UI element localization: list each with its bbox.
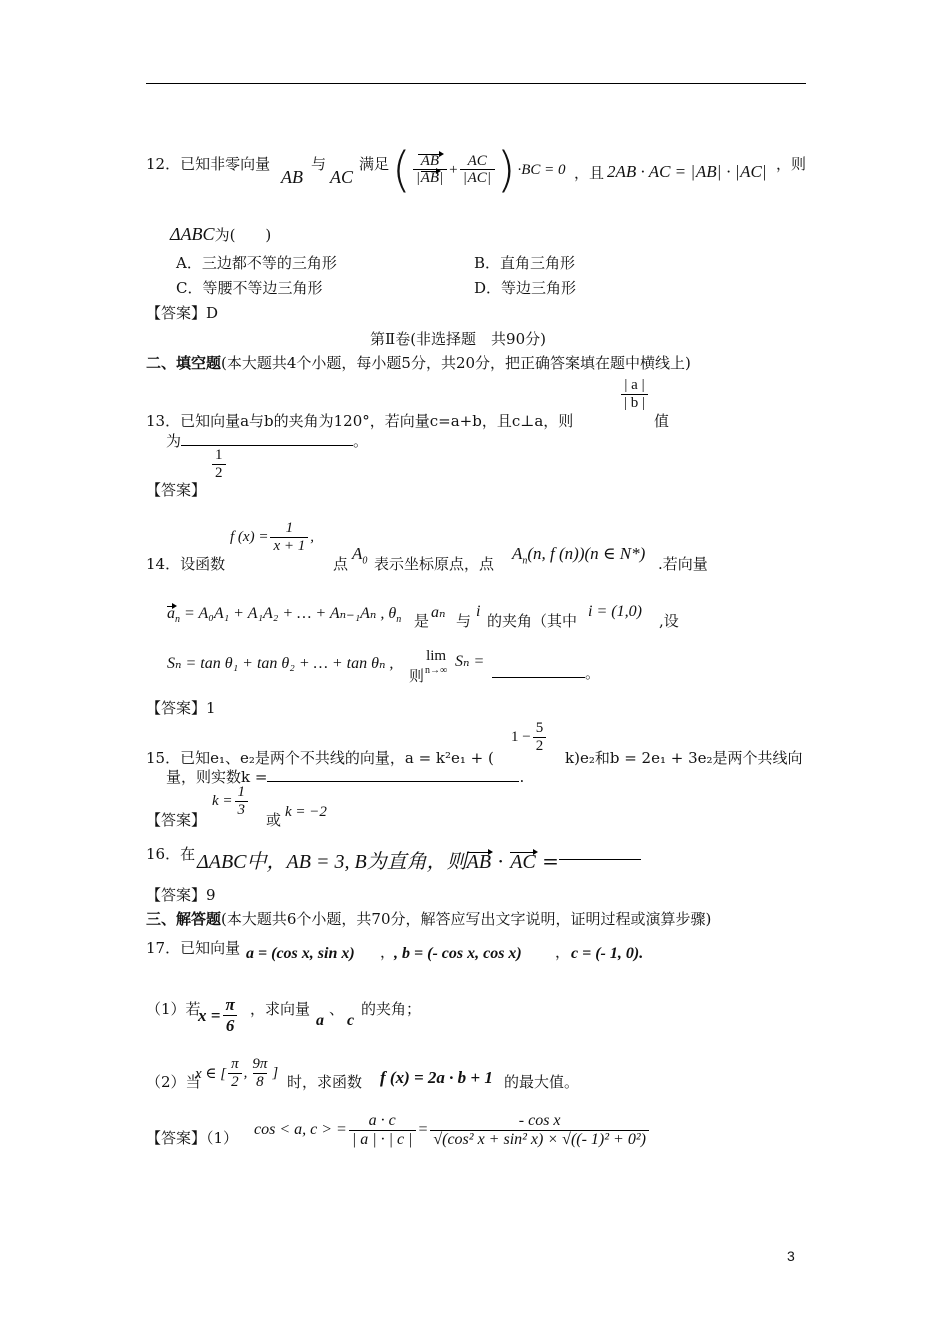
q17-lead: 17．已知向量 [146, 939, 241, 957]
q12-dot-bc: ·BC = 0 [517, 161, 566, 178]
q15-line2-text: 量，则实数k = [166, 768, 268, 786]
q14-lim-rhs: Sₙ = [455, 653, 485, 670]
q14-vec-an: aₙ [431, 604, 446, 621]
q13-answer-label: 【答案】 [146, 481, 207, 499]
q14-lim-word: lim [426, 648, 447, 664]
q16-num: 16．在 [146, 845, 196, 863]
q17-ans-f2-num: - cos x [518, 1112, 561, 1129]
q17-p2-frac2 [249, 1056, 270, 1091]
q12-frac1-den: AB [420, 170, 440, 187]
q14-a0 [352, 544, 367, 566]
q17-ans-frac2 [430, 1112, 649, 1149]
q15-text: 15．已知e₁、e₂是两个不共线的向量，a = k²e₁ + ( [146, 749, 494, 767]
q12-plus: + [449, 161, 458, 178]
q14-answer: 【答案】1 [146, 699, 216, 717]
q13-frac-num: | a | [624, 377, 645, 393]
q17-ans-eq: = [417, 1121, 429, 1139]
q17-p1-num: π [225, 995, 235, 1014]
q15-frac-num: 5 [535, 720, 544, 736]
q12-option-b: B．直角三角形 [474, 254, 576, 272]
q13-blank[interactable] [181, 445, 353, 446]
q14-vec-i: i [476, 603, 481, 620]
q12-then: ，则 [776, 155, 807, 173]
q17-p1-mid: ，求向量 [250, 1000, 311, 1018]
q15-period: . [519, 768, 525, 786]
q12-answer: 【答案】D [146, 304, 219, 322]
q14-lim-sub: n→∞ [425, 664, 448, 676]
q17-p1-c: c [347, 1012, 355, 1029]
header-rule [146, 83, 806, 84]
q14-an-letter: A [512, 544, 523, 563]
q14-blank[interactable] [492, 677, 585, 678]
q14-if-vec: .若向量 [658, 555, 708, 573]
q16-vec-ab: AB [466, 851, 492, 873]
q12-vec-ac: AC [330, 167, 354, 187]
q17-answer-label: 【答案】（1） [146, 1129, 239, 1147]
q12-with: 与 [311, 155, 327, 173]
q17-p1-end: 的夹角； [361, 1000, 422, 1018]
q17-p1-den: 6 [223, 1015, 238, 1036]
q17-ans-frac1 [349, 1112, 416, 1149]
q15-frac-den: 2 [533, 737, 547, 755]
q17-p2-lead: （2）当 [146, 1073, 201, 1091]
q12-right-paren: ) [496, 142, 516, 198]
q14-then: 则 [409, 667, 425, 685]
q15-ans-frac [235, 784, 249, 819]
q14-origin: 表示坐标原点，点 [374, 555, 495, 573]
q12-abs-ab: AB [695, 162, 717, 181]
q17-p1-a: a [316, 1012, 324, 1029]
q14-angle: 的夹角（其中 [487, 612, 578, 630]
q12-line1 [146, 153, 270, 174]
q16-answer: 【答案】9 [146, 886, 216, 904]
q14-fx-num: 1 [285, 520, 294, 536]
q15-ans-k: k = [212, 792, 233, 809]
q15-ans-num: 1 [237, 784, 246, 800]
q14-fx [230, 520, 314, 555]
q12-dot: · [726, 162, 731, 181]
q17-c-def: c = (- 1, 0). [571, 945, 644, 962]
q17-p2-end: 的最大值。 [504, 1073, 580, 1091]
q15-text2: k)e₂和b = 2e₁ + 3e₂是两个共线向 [565, 749, 803, 767]
q17-p2-comma: , [243, 1064, 248, 1081]
q17-ans-cos: cos < a, c > = [254, 1121, 347, 1139]
q17-p1-x-label: x = [198, 1005, 221, 1025]
q14-sn: Sₙ = tan θ₁ + tan θ₂ + … + tan θₙ , [167, 655, 394, 672]
q17-p2-f: f (x) = 2a · b + 1 [380, 1068, 493, 1087]
q16-line [197, 845, 641, 874]
section3-desc: (本大题共6个小题，共70分，解答应写出文字说明，证明过程或演算步骤) [221, 910, 712, 928]
q15-blank[interactable] [267, 781, 519, 782]
q12-left-paren: ( [392, 142, 411, 198]
q13-answer-den: 2 [212, 464, 226, 482]
q17-sep1: ， [380, 943, 396, 961]
q15-frac-pre: 1 − [511, 728, 531, 745]
q12-frac2: $\frac{AC}{|AC|}$ [460, 153, 495, 188]
q14-an [512, 544, 645, 566]
q17-p2-x: x ∈ [ [195, 1065, 227, 1082]
q15-ans2: k = −2 [285, 804, 327, 820]
q14-a0-sub: 0 [362, 555, 368, 567]
q17-b-def: , b = (- cos x, cos x) [394, 945, 522, 962]
q14-fx-den: x + 1 [270, 537, 308, 555]
q15-frac-group [511, 720, 548, 755]
q14-set: ,设 [659, 612, 679, 630]
q15-or: 或 [266, 811, 282, 829]
q17-a-def: a = (cos x, sin x) [246, 945, 355, 962]
q17-p2-close: ] [272, 1064, 279, 1081]
q12-formula [392, 132, 566, 208]
q14-sum-a: a [167, 605, 175, 622]
q17-p2-den1: 2 [228, 1073, 242, 1091]
q16-dot: · [497, 849, 504, 873]
q12-vec-ab: AB [281, 167, 303, 187]
q13-answer-num: 1 [215, 447, 223, 463]
q14-is: 是 [414, 612, 430, 630]
q16-expr: ΔABC中，AB = 3, B为直角，则 [197, 851, 467, 873]
q16-vec-ac: AC [510, 851, 536, 873]
q17-ans-f2-den: √(cos² x + sin² x) × √((- 1)² + 0²) [430, 1130, 649, 1149]
q14-sum-sub: n [175, 614, 180, 626]
q14-sum-rhs: = A₀A₁ + A₁A₂ + … + Aₙ₋₁Aₙ , θ [184, 605, 397, 622]
q16-eq: = [542, 849, 559, 873]
q12-is: 为( ) [214, 226, 272, 244]
q14-fx-frac [270, 520, 308, 555]
q17-p2-num1: π [231, 1056, 239, 1072]
q17-p2-frac1 [228, 1056, 242, 1091]
q17-p1-frac [222, 996, 237, 1035]
q12-frac2-den: AC [467, 170, 487, 187]
q17-p1-lead: （1）若 [146, 1000, 201, 1018]
q17-answer-formula [254, 1112, 651, 1149]
q13-frac-den: | b | [621, 394, 648, 412]
q12-abs-ac: AC [740, 162, 762, 181]
q12-option-a: A．三边都不等的三角形 [176, 254, 337, 272]
q14-blank-line [492, 662, 600, 683]
q13-answer-frac [212, 447, 226, 482]
q14-point: 点 [333, 555, 349, 573]
q13-line2 [166, 430, 368, 451]
section-title: 第Ⅱ卷(非选择题 共90分) [370, 330, 546, 348]
q12-frac1-num: AB [418, 153, 442, 170]
q13-frac [621, 377, 648, 412]
q13-line2-text: 为 [166, 432, 182, 450]
q14-with: 与 [456, 612, 472, 630]
q14-comma: , [310, 528, 314, 545]
q12-prefix: 12．已知非零向量 [146, 155, 271, 173]
q12-cond: 2AB · AC = |AB| · |AC| [607, 162, 767, 181]
q14-period: 。 [585, 664, 601, 682]
q15-answer [212, 784, 250, 819]
section3-heading [146, 908, 711, 929]
q14-a0-letter: A [352, 544, 363, 563]
q12-frac1: $\frac{AB}{|AB|}$ [413, 153, 447, 188]
q12-and: ，且 [574, 164, 605, 182]
section2-label: 二、填空题 [146, 354, 222, 372]
q12-frac2-num: AC [467, 152, 487, 169]
q17-p1-x [198, 996, 240, 1035]
q17-p1-sep: 、 [329, 1000, 345, 1018]
q15-ans-den: 3 [235, 801, 249, 819]
q17-ans-f1-num: a · c [368, 1112, 396, 1129]
q12-triangle: ΔABC [170, 224, 215, 244]
q14-an-sub: n [522, 555, 528, 567]
q14-fx-label: f (x) = [230, 528, 269, 545]
q14-an-coord: (n, f (n))(n ∈ N*) [527, 544, 646, 563]
q12-option-c: C．等腰不等边三角形 [176, 279, 323, 297]
q13-value: 值 [654, 412, 670, 430]
section3-label: 三、解答题 [146, 910, 222, 928]
q17-p2-mid: 时，求函数 [287, 1073, 363, 1091]
q17-p2-den2: 8 [253, 1073, 267, 1091]
q14-lim [425, 648, 447, 676]
q14-lead: 14．设函数 [146, 555, 226, 573]
q14-sum [167, 603, 401, 625]
q17-p2-num2: 9π [252, 1056, 268, 1072]
q14-i-def: i = (1,0) [588, 603, 642, 620]
q12-satisfy: 满足 [359, 155, 390, 173]
q12-cond2: 2AB · AC = [607, 162, 687, 181]
q16-blank[interactable] [559, 859, 641, 860]
q17-p2-range [195, 1056, 278, 1091]
page-number: 3 [787, 1248, 795, 1264]
q12-option-d: D．等边三角形 [474, 279, 577, 297]
section2-heading [146, 352, 691, 373]
q15-answer-label: 【答案】 [146, 811, 207, 829]
q17-sep2: ， [555, 943, 571, 961]
q15-frac [533, 720, 547, 755]
section2-desc: (本大题共4个小题，每小题5分，共20分，把正确答案填在题中横线上) [221, 354, 691, 372]
q12-line2 [170, 224, 271, 245]
q13-text: 13．已知向量a与b的夹角为120°，若向量c=a+b，且c⊥a，则 [146, 412, 574, 430]
q13-period: 。 [353, 432, 369, 450]
q17-ans-f1-den: | a | · | c | [349, 1130, 416, 1149]
q14-theta-sub: n [396, 614, 402, 626]
